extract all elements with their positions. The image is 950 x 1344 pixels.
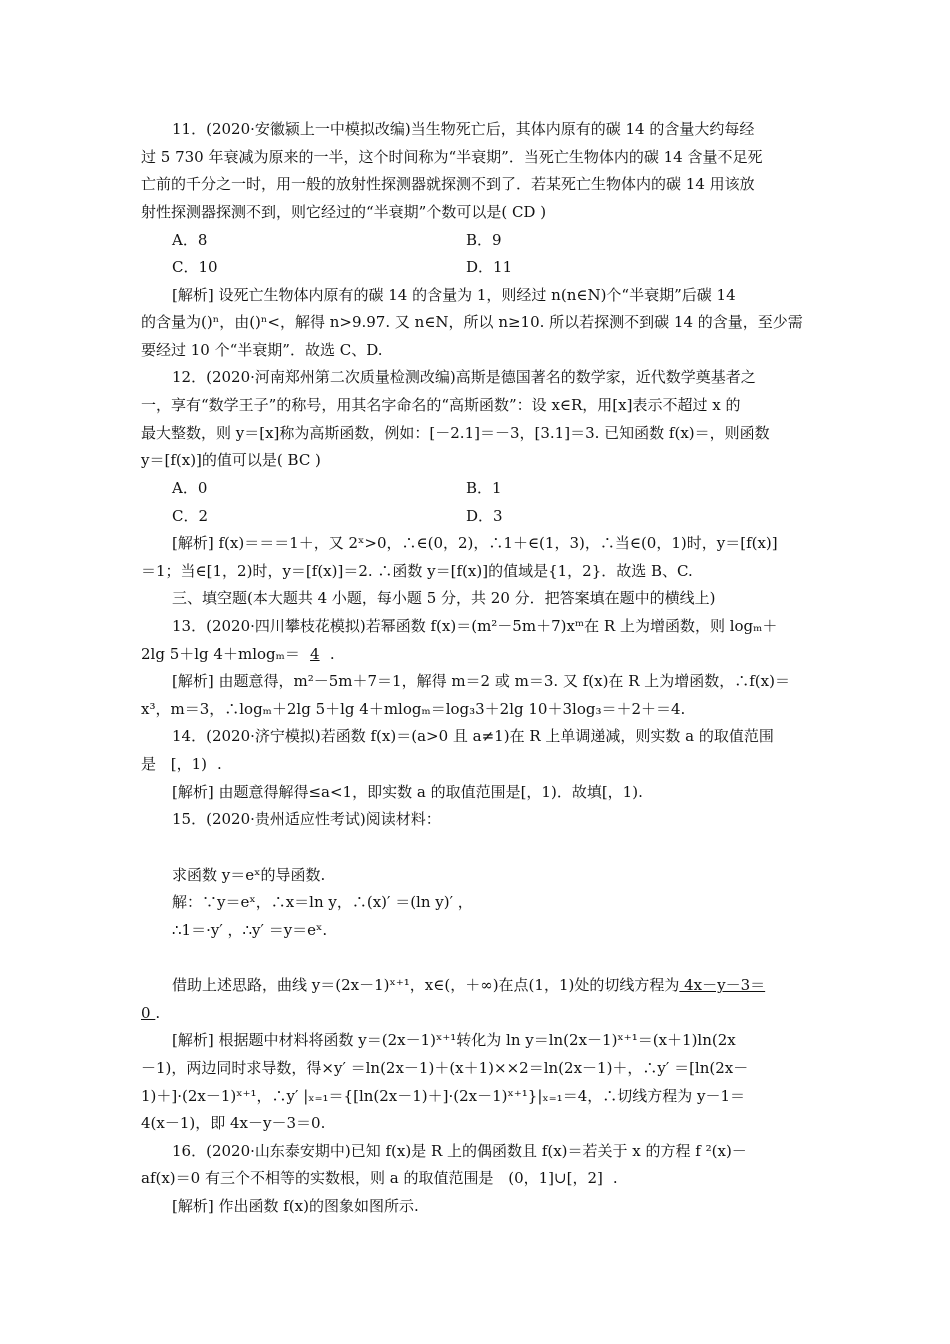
q15-material-2: 解：∵y＝eˣ，∴x＝ln y，∴(x)′ ＝(ln y)′ ， <box>172 893 473 911</box>
q13-line-2-end: . <box>329 645 335 663</box>
q13-analysis-2: x³，m＝3，∴logₘ＋2lg 5＋lg 4＋mlogₘ＝log₃3＋2lg 10＋3log₃＝＋2＋＝4. <box>141 700 686 718</box>
q15-line-3-end: . <box>155 1004 161 1022</box>
q11-option-b: B．9 <box>466 231 502 249</box>
q11-analysis-1: [解析] 设死亡生物体内原有的碳 14 的含量为 1，则经过 n(n∈N)个“半衰期”后碳 14 <box>172 286 736 304</box>
q11-line-3: 亡前的千分之一时，用一般的放射性探测器就探测不到了．若某死亡生物体内的碳 14 用该放 <box>141 175 755 193</box>
q14-answer-blank: [，1) <box>170 755 208 773</box>
q15-material-3: ∴1＝·y′ ，∴y′ ＝y＝eˣ. <box>172 921 328 939</box>
q15-line-2-text: 借助上述思路，曲线 y＝(2x－1)ˣ⁺¹，x∈(，＋∞)在点(1，1)处的切线方程为 <box>172 976 680 994</box>
q11-analysis-3: 要经过 10 个“半衰期”．故选 C、D. <box>141 341 383 359</box>
q13-line-2 <box>141 641 335 669</box>
q15-analysis-2: －1)，两边同时求导数，得×y′ ＝ln(2x－1)＋(x＋1)××2＝ln(2x－1)＋，∴y′ ＝[ln(2x－ <box>141 1059 749 1077</box>
q14-line-1: 14．(2020·济宁模拟)若函数 f(x)＝(a>0 且 a≠1)在 R 上单调递减，则实数 a 的取值范围 <box>172 727 774 745</box>
q13-line-1: 13．(2020·四川攀枝花模拟)若幂函数 f(x)＝(m²－5m＋7)xᵐ在 R 上为增函数，则 logₘ＋ <box>172 617 778 635</box>
q12-line-1: 12．(2020·河南郑州第二次质量检测改编)高斯是德国著名的数学家，近代数学奠基者之 <box>172 368 756 386</box>
q11-line-1: 11．(2020·安徽颍上一中模拟改编)当生物死亡后，其体内原有的碳 14 的含量大约每经 <box>172 120 755 138</box>
q13-line-2-text: 2lg 5＋lg 4＋mlogₘ＝ <box>141 645 300 663</box>
q11-line-4: 射性探测器探测不到，则它经过的“半衰期”个数可以是( CD ) <box>141 203 547 221</box>
q14-line-2 <box>141 751 222 779</box>
q12-line-2: 一，享有“数学王子”的称号，用其名字命名的“高斯函数”：设 x∈R，用[x]表示不超过 x 的 <box>141 396 741 414</box>
q11-option-a: A．8 <box>172 231 208 249</box>
q15-analysis-1: [解析] 根据题中材料将函数 y＝(2x－1)ˣ⁺¹转化为 ln y＝ln(2x－1)ˣ⁺¹＝(x＋1)ln(2x <box>172 1031 736 1049</box>
q11-line-2: 过 5 730 年衰减为原来的一半，这个时间称为“半衰期”．当死亡生物体内的碳 14 含量不足死 <box>141 148 763 166</box>
q13-analysis-1: [解析] 由题意得，m²－5m＋7＝1，解得 m＝2 或 m＝3. 又 f(x)在 R 上为增函数，∴f(x)＝ <box>172 672 790 690</box>
q16-line-2 <box>141 1165 618 1193</box>
q16-line-2-end: . <box>612 1169 618 1187</box>
section-3-heading: 三、填空题(本大题共 4 小题，每小题 5 分，共 20 分．把答案填在题中的横线上) <box>172 589 716 607</box>
q15-line-3 <box>141 1000 160 1028</box>
q15-answer-blank-part-1: 4x－y－3＝ <box>679 976 766 994</box>
q11-option-c: C．10 <box>172 258 218 276</box>
q12-analysis-2: ＝1；当∈[1，2)时，y＝[f(x)]＝2. ∴函数 y＝[f(x)]的值域是{1，2}．故选 B、C. <box>141 562 693 580</box>
q11-option-d: D．11 <box>466 258 513 276</box>
q16-answer-blank: (0，1]∪[，2] <box>508 1169 603 1187</box>
q15-analysis-3: 1)＋]·(2x－1)ˣ⁺¹，∴y′ |ₓ₌₁＝{[ln(2x－1)＋]·(2x－1)ˣ⁺¹}|ₓ₌₁＝4，∴切线方程为 y－1＝ <box>141 1087 746 1105</box>
q16-line-2-text: af(x)＝0 有三个不相等的实数根，则 a 的取值范围是 <box>141 1169 499 1187</box>
q12-analysis-1: [解析] f(x)＝＝＝1＋，又 2ˣ>0，∴∈(0，2)，∴1＋∈(1，3)，∴当∈(0，1)时，y＝[f(x)] <box>172 534 778 552</box>
q14-line-2-end: . <box>217 755 222 773</box>
q14-analysis: [解析] 由题意得解得≤a<1，即实数 a 的取值范围是[，1)．故填[，1). <box>172 783 643 801</box>
q16-analysis: [解析] 作出函数 f(x)的图象如图所示. <box>172 1197 419 1215</box>
q12-line-4: y＝[f(x)]的值可以是( BC ) <box>141 451 321 469</box>
q16-line-1: 16．(2020·山东泰安期中)已知 f(x)是 R 上的偶函数且 f(x)＝若关于 x 的方程 f ²(x)－ <box>172 1142 747 1160</box>
q13-answer-blank: 4 <box>310 645 320 663</box>
q15-analysis-4: 4(x－1)，即 4x－y－3＝0. <box>141 1114 326 1132</box>
q11-analysis-2: 的含量为()ⁿ，由()ⁿ<，解得 n>9.97. 又 n∈N，所以 n≥10. 所以若探测不到碳 14 的含量，至少需 <box>141 313 803 331</box>
q12-option-d: D．3 <box>466 507 503 525</box>
q12-option-b: B．1 <box>466 479 502 497</box>
q14-line-2-text: 是 <box>141 755 161 773</box>
q15-line-2 <box>172 972 765 1000</box>
q15-line-1: 15．(2020·贵州适应性考试)阅读材料： <box>172 810 441 828</box>
q12-option-c: C．2 <box>172 507 209 525</box>
q12-option-a: A．0 <box>172 479 208 497</box>
q12-line-3: 最大整数，则 y＝[x]称为高斯函数，例如：[－2.1]＝－3，[3.1]＝3. 已知函数 f(x)＝，则函数 <box>141 424 770 442</box>
q15-answer-blank-part-2: 0 <box>141 1004 156 1022</box>
q15-material-1: 求函数 y＝eˣ的导函数. <box>172 866 326 884</box>
